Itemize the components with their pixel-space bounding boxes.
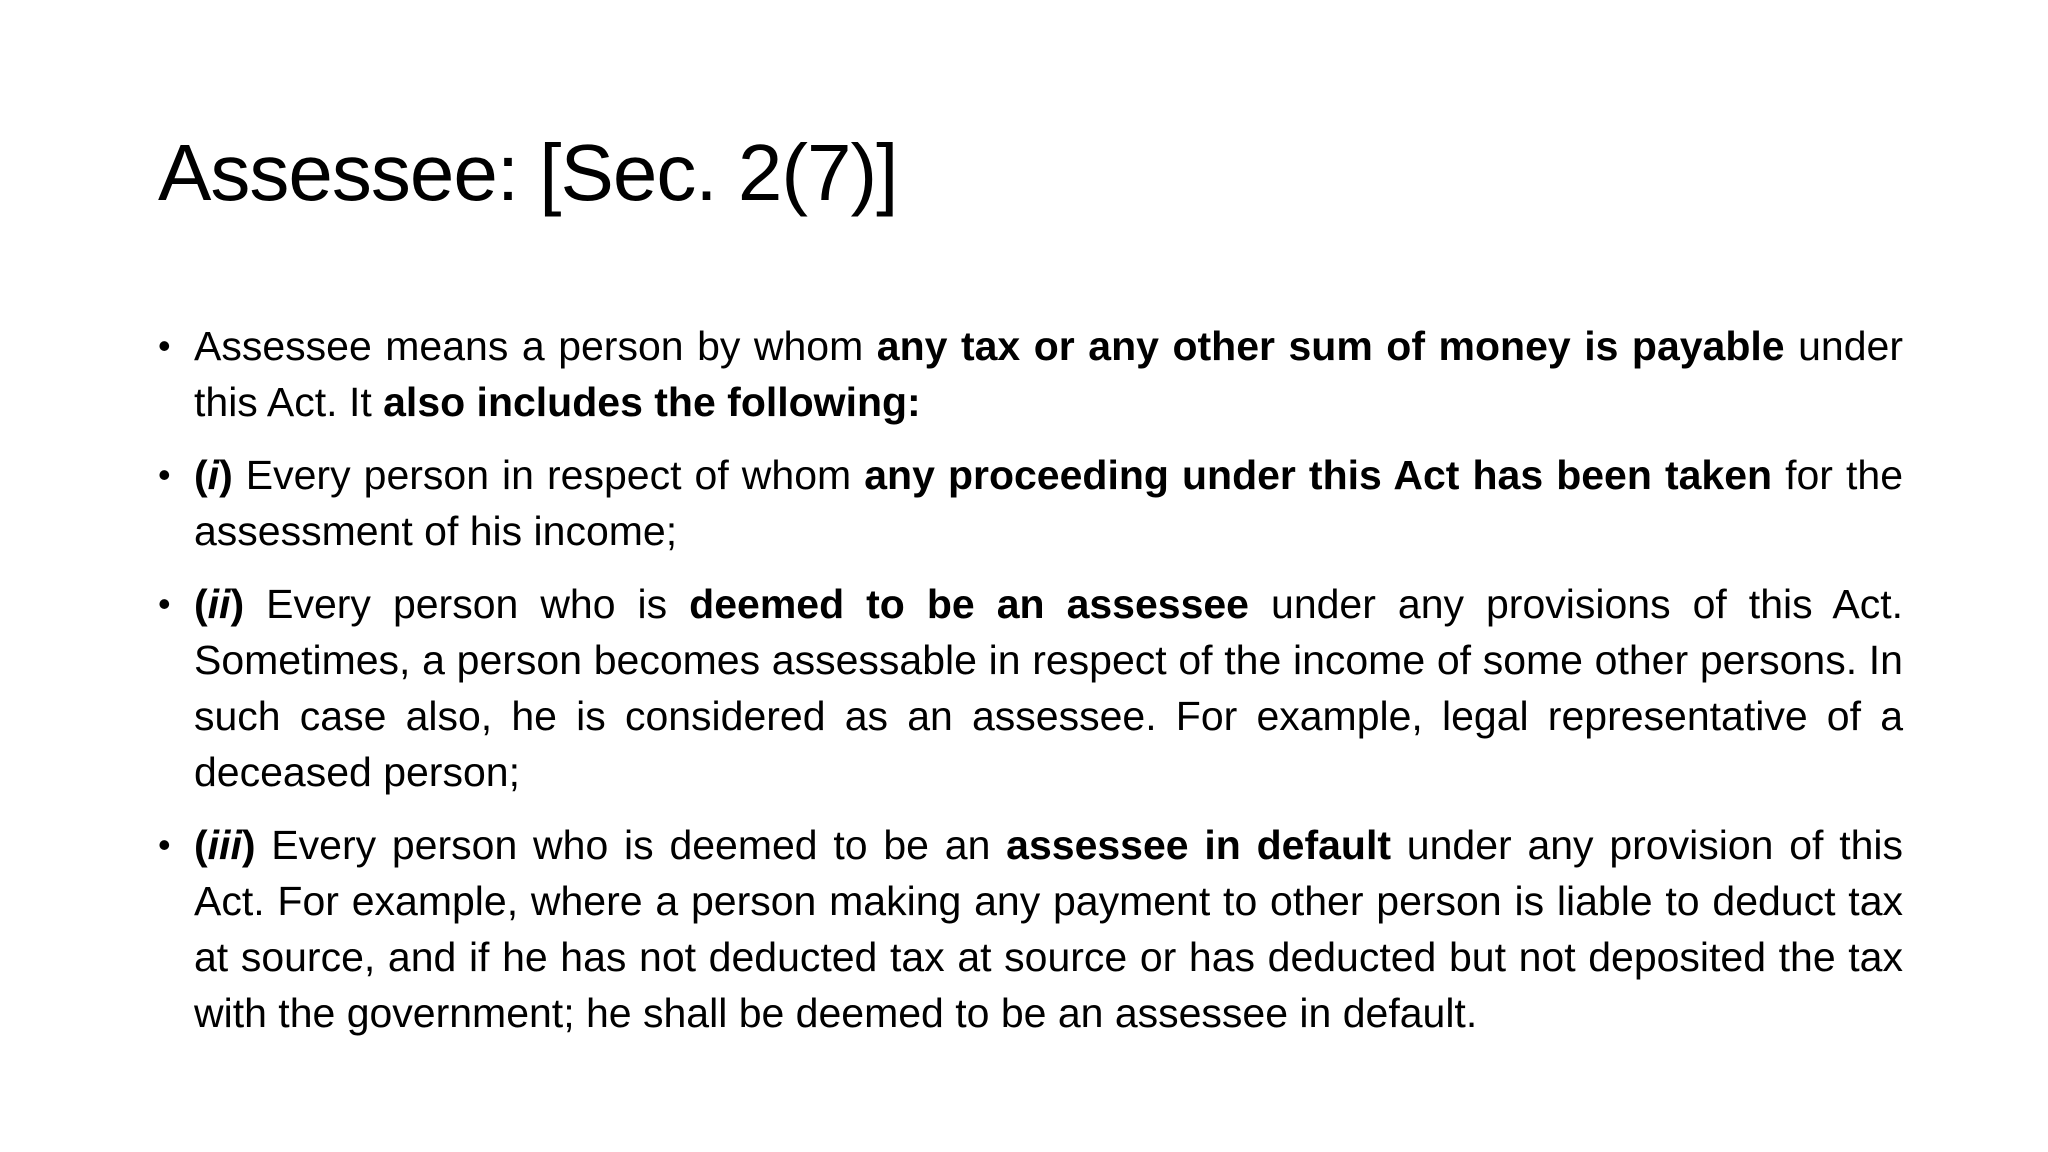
text-run: ( <box>194 581 208 627</box>
bullet-item-iii <box>158 817 1903 1041</box>
text-run: i <box>207 452 220 498</box>
bullet-dot: • <box>158 454 171 495</box>
text-run: for the assessment of his income; <box>194 452 1904 554</box>
bullet-dot: • <box>158 325 171 366</box>
bullet-item-definition <box>158 318 1903 430</box>
bullet-text <box>194 323 1903 425</box>
bullet-text <box>194 452 1903 554</box>
bullet-dot: • <box>158 583 171 624</box>
text-run: ) <box>219 452 233 498</box>
text-run: ) <box>230 581 245 627</box>
text-run: under any provisions of this Act. Sometimes, a person becomes assessable in respect of the income of some other persons. In such case also, he is considered as an assessee. For example, legal representative of a deceased person; <box>194 581 1903 795</box>
bullet-text <box>194 822 1903 1036</box>
text-run: also includes the following: <box>383 379 921 425</box>
text-run: Assessee means a person by whom <box>194 323 877 369</box>
bullet-text <box>194 581 1903 795</box>
bullet-dot: • <box>158 824 171 865</box>
text-run: Every person in respect of whom <box>232 452 865 498</box>
text-run: under any provision of this Act. For example, where a person making any payment to other person is liable to deduct tax at source, and if he has not deducted tax at source or has deducted but not deposited the tax with the government; he shall be deemed to be an assessee in default. <box>194 822 1903 1036</box>
text-run: any tax or any other sum of money is payable <box>876 323 1785 369</box>
text-run: ( <box>194 822 208 868</box>
text-run: under this Act. It <box>194 323 1903 425</box>
text-run: deemed to be an assessee <box>689 581 1249 627</box>
text-run: ( <box>194 452 208 498</box>
bullet-item-i <box>158 447 1903 559</box>
text-run: Every person who is deemed to be an <box>255 822 1007 868</box>
text-run: iii <box>207 822 242 868</box>
text-run: ii <box>207 581 231 627</box>
bullet-item-ii <box>158 576 1903 800</box>
text-run: assessee in default <box>1006 822 1391 868</box>
text-run: Every person who is <box>244 581 690 627</box>
text-run: ) <box>241 822 256 868</box>
text-run: any proceeding under this Act has been taken <box>864 452 1773 498</box>
bullet-list <box>158 318 1903 1058</box>
slide-title: Assessee: [Sec. 2(7)] <box>158 128 898 217</box>
